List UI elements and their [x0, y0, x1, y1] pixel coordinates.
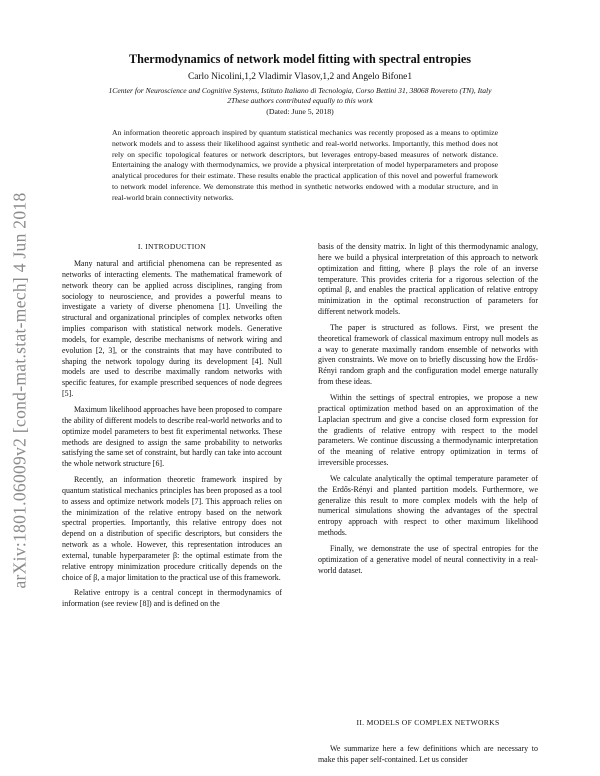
paragraph: We calculate analytically the optimal temperature parameter of the Erdős-Rényi and planted partition models. Furthermore, we generalize this result to more complex models with the help of numerical simulations showing the advantages of the spectral entropy approach with respect to other maximum likelihood methods.: [318, 473, 538, 538]
arxiv-sidebar-stamp: [0, 130, 40, 650]
section-heading-introduction: I. INTRODUCTION: [137, 242, 207, 251]
left-column: [62, 259, 282, 610]
affiliation-2: 2These authors contributed equally to this work: [227, 96, 373, 105]
paragraph: Recently, an information theoretic framework inspired by quantum statistical mechanics principles has been proposed as a tool to assess and optimize network models [7]. This approach relies on the minimization of the relative entropy based on the network spectral properties. Importantly, this relative entropy does not depend on a distribution of specific descriptors, but considers the network as a whole. However, this representation introduces an external, tunable hyperparameter β: the optimal estimate from the relative entropy minimization procedure critically depends on the choice of β, a major limitation to the practical use of this framework.: [62, 475, 282, 582]
paragraph: Finally, we demonstrate the use of spectral entropies for the optimization of a generative model of neural connectivity in a real-world dataset.: [318, 543, 538, 575]
author-list: Carlo Nicolini,1,2 Vladimir Vlasov,1,2 and Angelo Bifone1: [187, 72, 413, 82]
paragraph: Within the settings of spectral entropies, we propose a new practical optimization method based on an approximation of the Laplacian spectrum and give a concise closed form expression for the gradients of relative entropy with respect to the model parameters. We continue discussing a thermodynamic interpretation of the meaning of relative entropy optimization in terms of irreversible processes.: [318, 392, 538, 468]
paragraph: Many natural and artificial phenomena can be represented as networks of interacting elements. The mathematical framework of network theory can be applied across disciplines, ranging from sociology to neuroscience, and provides a powerful means to investigate a variety of diverse phenomena [1]. Unveiling the structural and organizational principles of complex networks often implies comparison with statistical network models. Generative models, for example, describe mechanisms of network wiring and evolution [2, 3], or the constraints that may have contributed to shaping the network topology during its development [4]. Null models are used to describe maximally random networks with specific features, for example prescribed sequences of node degrees [5].: [62, 259, 282, 399]
paragraph: Relative entropy is a central concept in thermodynamics of information (see review [8]) and is defined on the: [62, 588, 282, 609]
abstract: An information theoretic approach inspired by quantum statistical mechanics was recently proposed as a means to optimize network models and to assess their likelihood against synthetic and real-world networks. Importantly, this method does not rely on specific topological features or network descriptors, but leverages entropy-based measures of network distance. Entertaining the analogy with thermodynamics, we provide a physical interpretation of model hyperparameters and propose analytical procedures for their estimate. These results enable the practical application of this novel and powerful framework to network model inference. We demonstrate this method in synthetic networks endowed with a modular structure, and in real-world brain connectivity networks.: [112, 128, 498, 202]
section-heading-models: II. MODELS OF COMPLEX NETWORKS: [356, 718, 500, 727]
paragraph: We summarize here a few definitions which are necessary to make this paper self-contained. Let us consider: [318, 744, 538, 764]
right-column: [318, 242, 538, 576]
paragraph: Maximum likelihood approaches have been proposed to compare the ability of different models to describe real-world networks and to optimize model parameters to best fit experimental networks. These methods are designed to assign the same probability to networks satisfying the same set of constraint, but hardly can take into account the whole network structure [6].: [62, 404, 282, 469]
affiliation-1: 1Center for Neuroscience and Cognitive Systems, Istituto Italiano di Tecnologia, Corso Bettini 31, 38068 Rovereto (TN), Italy: [108, 86, 492, 95]
paper-title: Thermodynamics of network model fitting with spectral entropies: [128, 52, 471, 66]
arxiv-id: arXiv:1801.06009v2 [cond-mat.stat-mech] 4 Jun 2018: [9, 191, 30, 589]
paragraph: basis of the density matrix. In light of this thermodynamic analogy, here we build a physical interpretation of this approach to network optimization and fitting, where β plays the role of an inverse temperature. This provides criteria for a rigorous selection of the optimal β, and enables the practical application of relative entropy minimization in the optimal reconstruction of parameters for different network models.: [318, 242, 538, 317]
paragraph: The paper is structured as follows. First, we present the theoretical framework of classical maximum entropy null models as a way to generate maximally random ensemble of networks with given constraints. We move on to briefly discussing how the Erdős-Rényi random graph and the configuration model emerge naturally from these ideas.: [318, 322, 538, 387]
date-line: (Dated: June 5, 2018): [266, 107, 334, 116]
